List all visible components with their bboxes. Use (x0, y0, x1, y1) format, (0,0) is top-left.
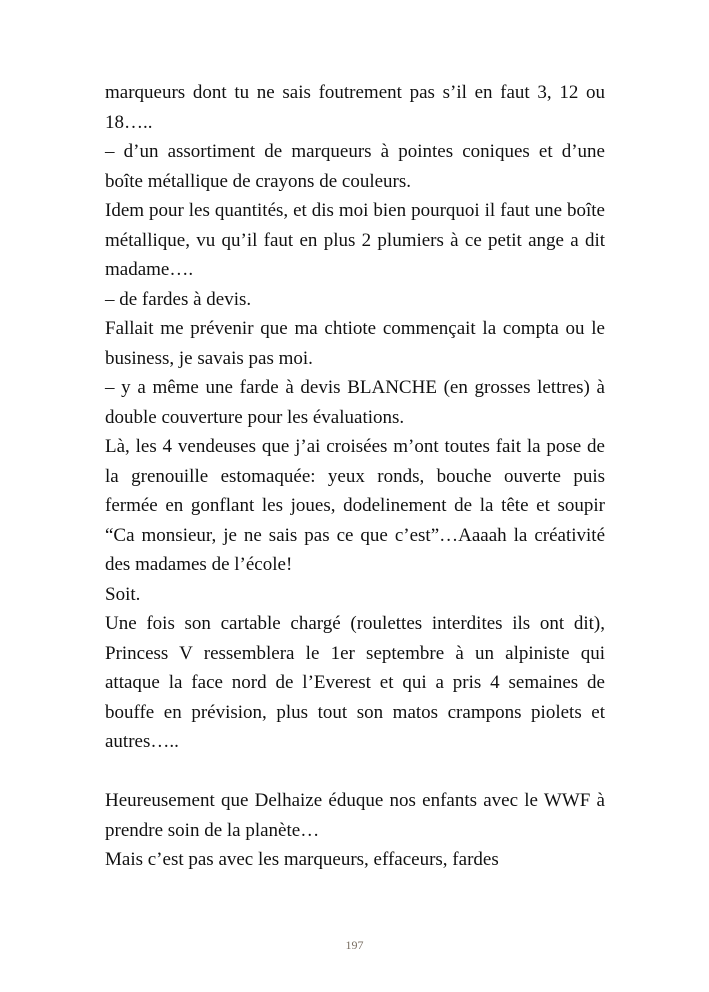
body-text (105, 78, 605, 875)
paragraph: – y a même une farde à devis BLANCHE (en grosses lettres) à double couverture pour les évaluations. (105, 377, 605, 428)
paragraph: – de fardes à devis. (105, 288, 252, 310)
paragraph: Heureusement que Delhaize éduque nos enfants avec le WWF à prendre soin de la planète… (105, 790, 605, 841)
paragraph: Fallait me prévenir que ma chtiote commençait la compta ou le business, je savais pas moi. (105, 318, 605, 369)
page-number: 197 (345, 938, 364, 952)
paragraph: Une fois son cartable chargé (roulettes interdites ils ont dit), Princess V ressemblera le 1er septembre à un alpiniste qui attaque la face nord de l’Everest et qui a pris 4 semaines de bouffe en prévision, plus tout son matos crampons piolets et autres….. (105, 613, 605, 752)
paragraph: Idem pour les quantités, et dis moi bien pourquoi il faut une boîte métallique, vu qu’il faut en plus 2 plumiers à ce petit ange a dit madame…. (105, 200, 605, 280)
paragraph: – d’un assortiment de marqueurs à pointes coniques et d’une boîte métallique de crayons de couleurs. (105, 141, 605, 192)
paragraph: Soit. (105, 583, 141, 605)
paragraph: Mais c’est pas avec les marqueurs, effaceurs, fardes (105, 849, 499, 870)
paragraph: marqueurs dont tu ne sais foutrement pas s’il en faut 3, 12 ou 18….. (105, 82, 605, 133)
paragraph: Là, les 4 vendeuses que j’ai croisées m’ont toutes fait la pose de la grenouille estomaquée: yeux ronds, bouche ouverte puis fermée en gonflant les joues, dodelinement de la tête et soupir “Ca monsieur, je ne sais pas ce que c’est”…Aaaah la créativité des madames de l’école! (105, 436, 605, 575)
